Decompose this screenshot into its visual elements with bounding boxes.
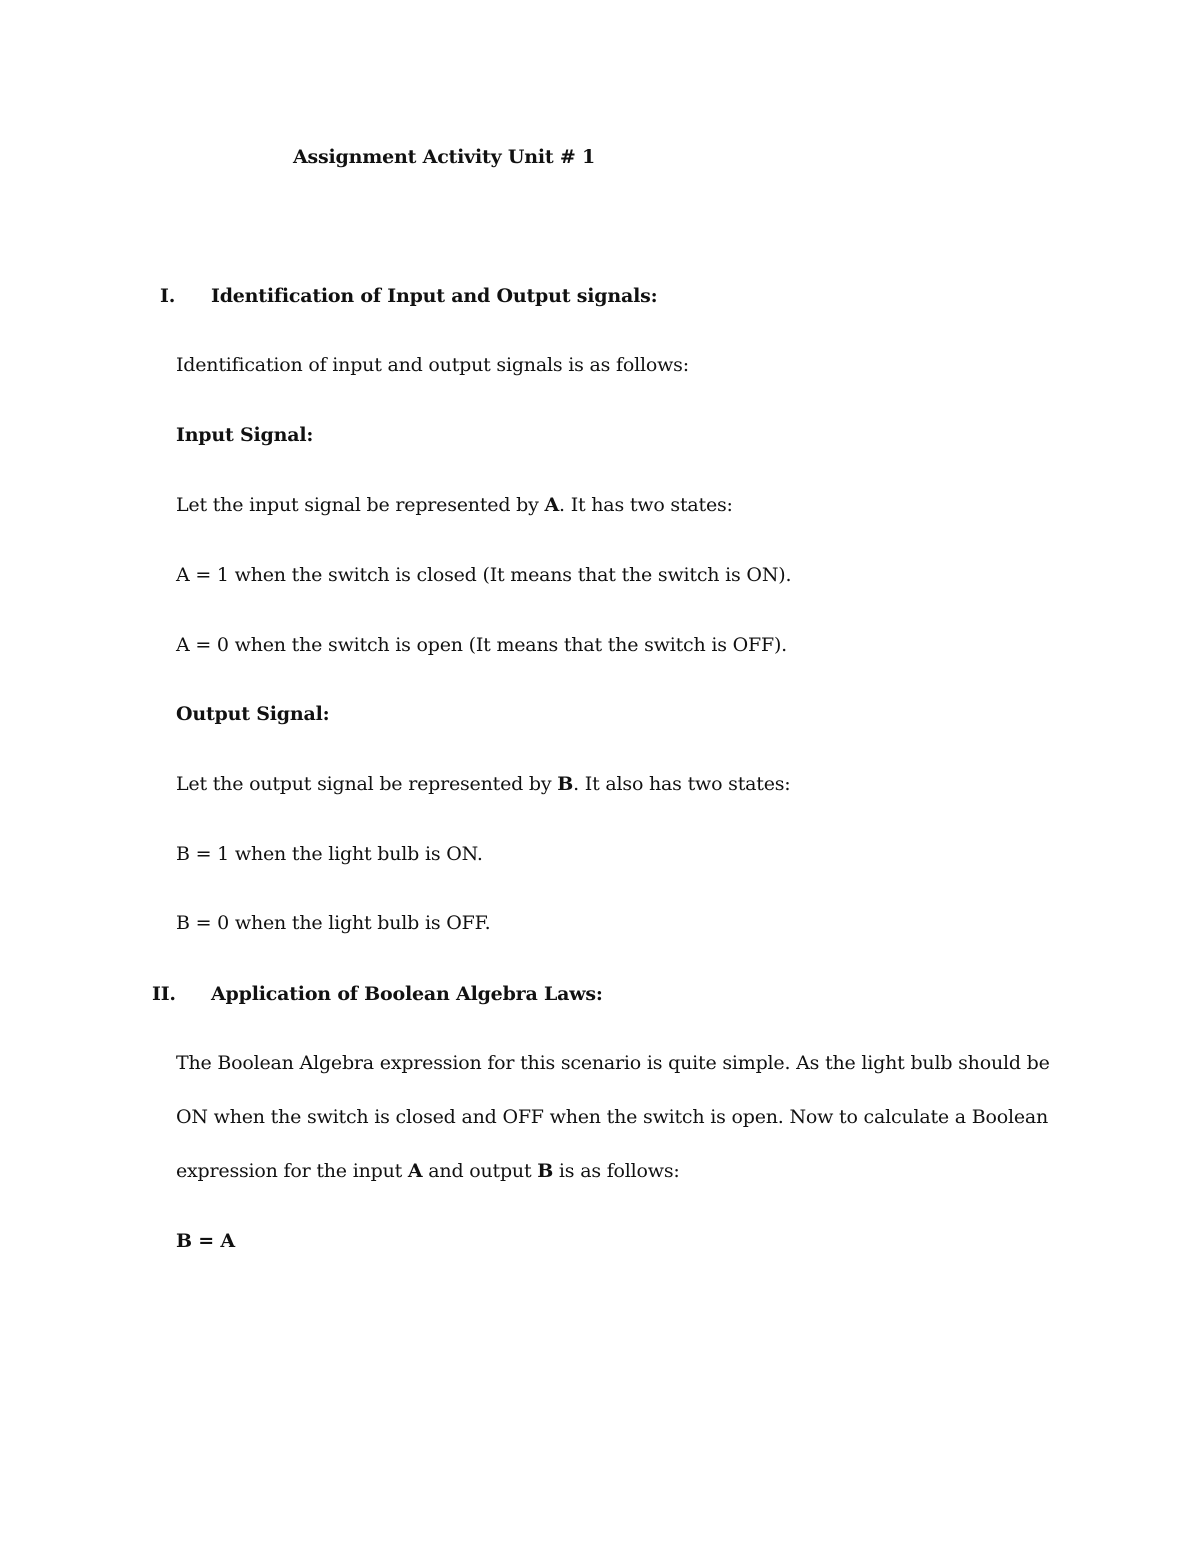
output-state-1: B = 1 when the light bulb is ON.: [176, 843, 483, 865]
input-state-0: A = 0 when the switch is open (It means that the switch is OFF).: [176, 634, 787, 656]
section-2-title: Application of Boolean Algebra Laws:: [211, 983, 603, 1005]
section-1-number: I.: [160, 285, 176, 307]
section-2-paragraph-line-3: [176, 1159, 680, 1183]
boolean-equation: B = A: [176, 1230, 235, 1252]
output-desc-pre: Let the output signal be represented by: [176, 773, 558, 795]
section-1-heading: [160, 284, 175, 308]
input-state-1: A = 1 when the switch is closed (It means that the switch is ON).: [176, 564, 792, 586]
output-variable: B: [557, 773, 574, 795]
section-2-number: II.: [152, 983, 176, 1005]
input-signal-description: [176, 493, 733, 517]
section-2-paragraph-line-2: ON when the switch is closed and OFF when the switch is open. Now to calculate a Boolean: [176, 1106, 1049, 1128]
section-2-paragraph-line-1: The Boolean Algebra expression for this scenario is quite simple. As the light bulb should be: [176, 1052, 1050, 1074]
output-signal-description: [176, 772, 791, 796]
para-line3-post: is as follows:: [553, 1160, 680, 1182]
input-variable: A: [544, 494, 560, 516]
section-1-title: Identification of Input and Output signals:: [211, 285, 658, 307]
para-line3-pre: expression for the input: [176, 1160, 408, 1182]
para-line3-mid: and output: [422, 1160, 538, 1182]
input-desc-pre: Let the input signal be represented by: [176, 494, 545, 516]
input-signal-heading: Input Signal:: [176, 424, 314, 446]
output-signal-heading: Output Signal:: [176, 703, 330, 725]
section-2-heading: [152, 982, 176, 1006]
para-variable-b: B: [537, 1160, 554, 1182]
input-desc-post: . It has two states:: [559, 494, 733, 516]
output-desc-post: . It also has two states:: [573, 773, 791, 795]
document-title: Assignment Activity Unit # 1: [293, 146, 595, 168]
section-1-intro: Identification of input and output signals is as follows:: [176, 354, 689, 376]
output-state-0: B = 0 when the light bulb is OFF.: [176, 912, 491, 934]
para-variable-a: A: [407, 1160, 423, 1182]
